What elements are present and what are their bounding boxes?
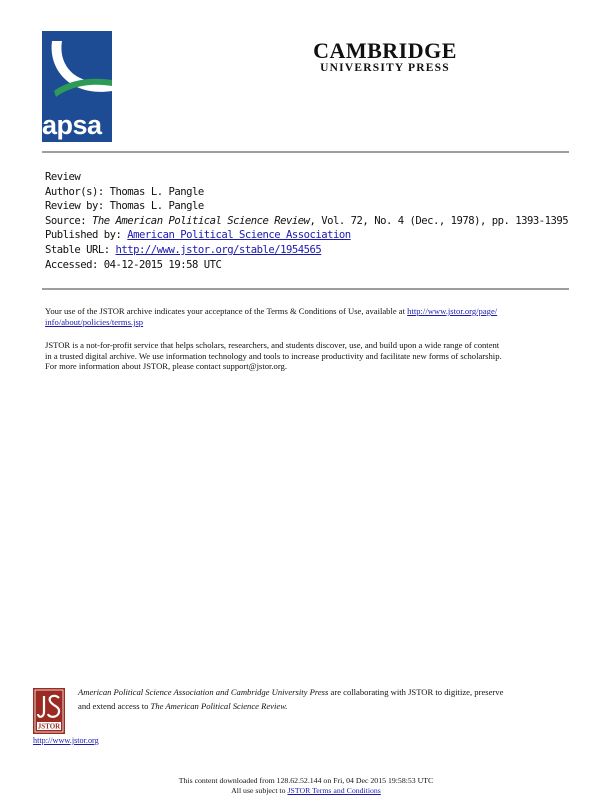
- reviewer-name: Thomas L. Pangle: [109, 200, 204, 213]
- stable-url-link[interactable]: http://www.jstor.org/stable/1954565: [115, 243, 322, 256]
- jstor-home-link[interactable]: http://www.jstor.org: [33, 736, 99, 745]
- jstor-logo-text: JSTOR: [37, 722, 61, 731]
- published-line: Published by: American Political Science Association: [45, 229, 351, 242]
- stable-url-line: Stable URL: http://www.jstor.org/stable/1954565: [45, 243, 322, 256]
- article-metadata: [45, 170, 569, 272]
- cambridge-logo: [300, 38, 470, 75]
- terms-link-part2[interactable]: info/about/policies/terms.jsp: [45, 316, 144, 327]
- cambridge-name: CAMBRIDGE: [313, 38, 457, 63]
- source-line: Source: The American Political Science Review, Vol. 72, No. 4 (Dec., 1978), pp. 1393-1395: [45, 214, 569, 227]
- terms-notice: Your use of the JSTOR archive indicates your acceptance of the Terms & Conditions of Use, available at http://www.jstor.org/page/ info/about/policies/terms.jsp: [45, 306, 498, 327]
- collab-journal: The American Political Science Review.: [150, 700, 288, 711]
- terms-link-part1[interactable]: http://www.jstor.org/page/: [407, 306, 498, 316]
- cambridge-press: UNIVERSITY PRESS: [320, 62, 450, 74]
- accessed-line: Accessed: 04-12-2015 19:58 UTC: [45, 258, 222, 271]
- authors-line: Author(s): Thomas L. Pangle: [45, 185, 204, 198]
- jstor-about: JSTOR is a not-for-profit service that helps scholars, researchers, and students discover, use, and build upon a wide range of content in a trusted digital archive. We use information technology and tools to increase productivity and facilitate new forms of scholarship. For more information about JSTOR, please contact support@jstor.org.: [45, 340, 502, 371]
- terms-conditions-link[interactable]: JSTOR Terms and Conditions: [287, 785, 381, 795]
- jstor-logo: [33, 688, 65, 734]
- download-footer: [0, 776, 612, 795]
- collab-publishers: American Political Science Association and Cambridge University Press: [78, 687, 329, 697]
- download-info: This content downloaded from 128.62.52.144 on Fri, 04 Dec 2015 19:58:53 UTC: [178, 776, 434, 785]
- collaboration-notice: American Political Science Association and Cambridge University Press are collaborating with JSTOR to digitize, preserve and extend access to The American Political Science Review.: [78, 687, 504, 711]
- review-by-line: Review by: Thomas L. Pangle: [45, 200, 204, 213]
- item-type: Review: [45, 171, 81, 183]
- source-journal: The American Political Science Review: [92, 214, 310, 227]
- apsa-wordmark: apsa: [42, 110, 102, 140]
- top-divider: [42, 151, 569, 153]
- author-name: Thomas L. Pangle: [109, 185, 204, 198]
- publisher-link[interactable]: American Political Science Association: [127, 229, 351, 242]
- terms-footer-line: All use subject to JSTOR Terms and Conditions: [231, 785, 381, 795]
- middle-divider: [42, 288, 569, 290]
